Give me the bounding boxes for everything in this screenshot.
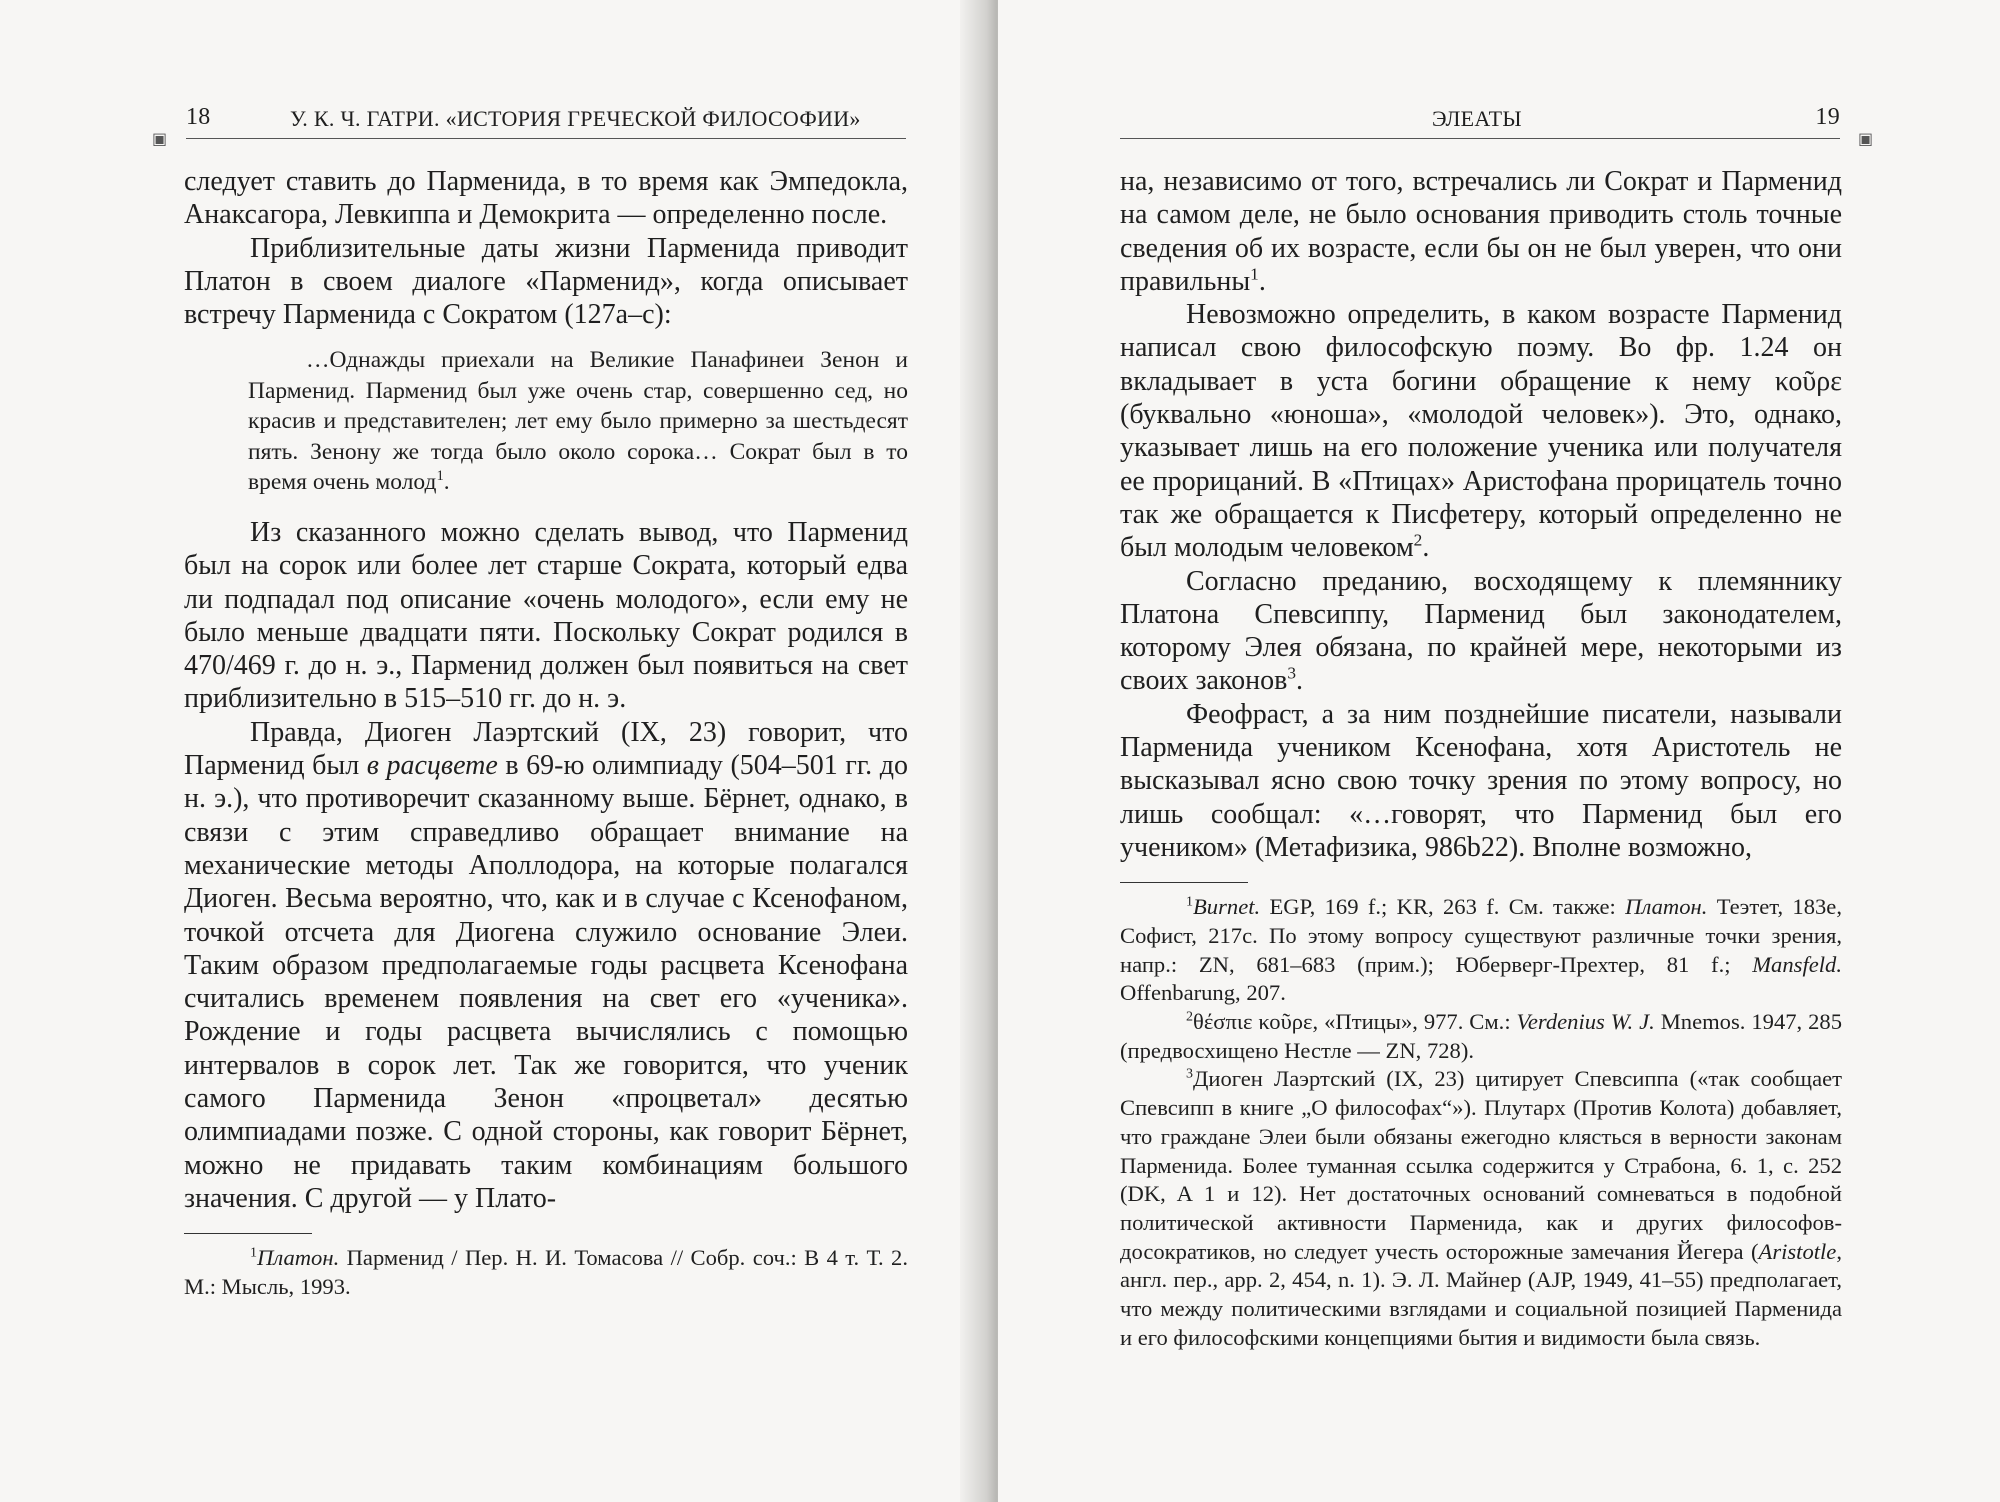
paragraph <box>184 716 908 1215</box>
running-header <box>1120 104 1840 138</box>
footnote <box>184 1244 908 1301</box>
paragraph: Согласно преданию, восходящему к племяннику Платона Спевсиппу, Парменид был законодателем, которому Элея обязана, по крайней мере, некоторыми из своих законов$^3$. <box>1120 565 1842 697</box>
paragraph: Невозможно определить, в каком возрасте Парменид написал свою философскую поэму. Во фр. 1.24 он вкладывает в уста богини обращение к нему κοῦρε (буквально «юноша», «молодой человек»). Это, однако, указывает лишь на его положение ученика или получателя ее прорицаний. В «Птицах» Аристофана прорицатель точно так же обращается к Писфетеру, который определенно не был молодым человеком$^2$. <box>1120 299 1842 564</box>
footnote-text: Mnemos. 1947, 285 (предвосхищено Нестле — ZN, 728). <box>1120 1009 1843 1063</box>
page-number: 19 <box>1815 104 1840 130</box>
paragraph-text: Согласно преданию, восходящему к племяннику Платона Спевсиппу, Парменид был законодателем, которому Элея обязана, по крайней мере, некоторыми из своих законов <box>1120 565 1842 697</box>
paragraph-text: Невозможно определить, в каком возрасте Парменид написал свою философскую поэму. Во фр. 1.24 он вкладывает в уста богини обращение к нему κοῦρε (буквально «юноша», «молодой человек»). Это, однако, указывает лишь на его положение ученика или получателя ее прорицаний. В «Птицах» Аристофана прорицатель точно так же обращается к Писфетеру, который определенно не был молодым человеком <box>1120 299 1842 564</box>
footnote-text: θέσπιε κοῦρε, «Птицы», 977. См.: <box>1193 1009 1511 1035</box>
footnotes <box>184 1244 908 1301</box>
footnote-rule <box>184 1233 312 1234</box>
right-page <box>998 0 2000 1502</box>
page-text <box>184 165 908 1302</box>
quote-text: …Однажды приехали на Великие Панафинеи Зенон и Парменид. Парменид был уже очень стар, совершенно сед, но красив и представителен; лет ему было примерно за шестьдесят пять. Зенону же тогда было около сорока… Сократ был в то время очень молод <box>248 347 908 496</box>
header-rule <box>1120 138 1840 139</box>
paragraph: следует ставить до Парменида, в то время как Эмпедокла, Анаксагора, Левкиппа и Демокрита — определенно после. <box>184 166 908 231</box>
footnote-author: Платон. <box>1625 894 1708 920</box>
footnote <box>1120 893 1842 1008</box>
footnote-author: Burnet. <box>1193 894 1261 920</box>
footnote-text: Парменид / Пер. Н. И. Томасова // Собр. соч.: В 4 т. Т. 2. М.: Мысль, 1993. <box>184 1245 908 1299</box>
footnote-ref[interactable]: 2 <box>1413 530 1423 550</box>
running-title: ЭЛЕАТЫ <box>1432 106 1522 131</box>
footnote-author: Mansfeld. <box>1752 951 1842 977</box>
paragraph: Из сказанного можно сделать вывод, что Парменид был на сорок или более лет старше Сократа, который едва ли подпадал под описание «очень молодого», если ему не было меньше двадцати пяти. Поскольку Сократ родился в 470/469 г. до н. э., Парменид должен был появиться на свет приблизительно в 515–510 гг. до н. э. <box>184 516 908 715</box>
footnote-text: , англ. пер., app. 2, 454, n. 1). Э. Л. Майнер (AJP, 1949, 41–55) предполагает, что между политическими взглядами и социальной позицией Парменида и его философскими концепциями бытия и видимости была связь. <box>1120 1238 1842 1350</box>
footnote-ref[interactable]: 1 <box>436 468 444 485</box>
paragraph: Приблизительные даты жизни Парменида приводит Платон в своем диалоге «Парменид», когда описывает встречу Парменида с Сократом (127а–с): <box>184 232 908 331</box>
page-number: 18 <box>186 104 211 130</box>
footnote-text: Теэтет, 183е, Софист, 217с. По этому вопросу существуют различные точки зрения, напр.: ZN, 681–683 (прим.); Юберверг-Прехтер, 81 f.; <box>1120 894 1842 977</box>
paragraph-text: Правда, Диоген Лаэртский (IX, 23) говорит, что Парменид был <box>184 716 908 782</box>
footnote <box>1120 1008 1842 1065</box>
paragraph: на, независимо от того, встречались ли Сократ и Парменид на самом деле, не было основания приводить столь точные сведения об их возрасте, если бы он не был уверен, что они правильны$^1$. <box>1120 166 1842 297</box>
footnote-text: Offenbarung, 207. <box>1120 980 1286 1006</box>
footnote-text: Диоген Лаэртский (IX, 23) цитирует Спевсиппа («так сообщает Спевсипп в книге „О философах“»). Плутарх (Против Колота) добавляет, что граждане Элеи были обязаны ежегодно клясться в верности законам Парменида. Более туманная ссылка содержится у Страбона, 6. 1, с. 252 (DK, A 1 и 12). Нет достаточных оснований сомневаться в подобной политической активности Парменида, как и других философов-досократиков, но следует учесть осторожные замечания Йегера ( <box>1120 1066 1842 1264</box>
footnote-number: 2 <box>1186 1009 1193 1025</box>
running-title: У. К. Ч. ГАТРИ. «ИСТОРИЯ ГРЕЧЕСКОЙ ФИЛОСОФИИ» <box>290 106 861 131</box>
page-text <box>1120 165 1842 1352</box>
footnote-author: Verdenius W. J. <box>1516 1009 1655 1035</box>
footnotes <box>1120 893 1842 1352</box>
footnote <box>1120 1065 1842 1352</box>
italic-text: в расцвете <box>366 750 498 782</box>
footnote-number: 1 <box>250 1245 257 1261</box>
footnote-rule <box>1120 882 1248 883</box>
footnote-number: 3 <box>1186 1066 1193 1082</box>
running-header <box>186 104 906 138</box>
greek-key-ornament-icon: ▣ <box>1858 129 1874 148</box>
footnote-number: 1 <box>1186 894 1193 910</box>
footnote-title: Aristotle <box>1758 1238 1837 1264</box>
footnote-text: EGP, 169 f.; KR, 263 f. См. также: <box>1269 894 1616 920</box>
header-rule <box>186 138 906 139</box>
footnote-ref[interactable]: 1 <box>1250 264 1259 284</box>
left-page <box>0 0 978 1502</box>
footnote-ref[interactable]: 3 <box>1287 664 1297 684</box>
greek-key-ornament-icon: ▣ <box>152 129 168 148</box>
paragraph-text: на, независимо от того, встречались ли Сократ и Парменид на самом деле, не было основания приводить столь точные сведения об их возрасте, если бы он не был уверен, что они правильны <box>1120 166 1842 297</box>
paragraph: Феофраст, а за ним позднейшие писатели, называли Парменида учеником Ксенофана, хотя Аристотель не высказывал ясно свою точку зрения по этому вопросу, но лишь сообщал: «…говорят, что Парменид был его учеником» (Метафизика, 986b22). Вполне возможно, <box>1120 698 1842 863</box>
footnote-author: Платон. <box>257 1245 340 1271</box>
block-quote: …Однажды приехали на Великие Панафинеи Зенон и Парменид. Парменид был уже очень стар, совершенно сед, но красив и представителен; лет ему было примерно за шестьдесят пять. Зенону же тогда было около сорока… Сократ был в то время очень молод$^1$. <box>248 347 908 496</box>
paragraph-text: в 69-ю олимпиаду (504–501 гг. до н. э.), что противоречит сказанному выше. Бёрнет, однако, в связи с этим справедливо обращает внимание на механические методы Аполлодора, на которые полагался Диоген. Весьма вероятно, что, как и в случае с Ксенофаном, точкой отсчета для Диогена служило основание Элеи. Таким образом предполагаемые годы расцвета Ксенофана считались временем появления на свет его «ученика». Рождение и годы расцвета вычислялись с помощью интервалов в сорок лет. Так же говорится, что ученик самого Парменида Зенон «процветал» десятью олимпиадами позже. С одной стороны, как говорит Бёрнет, можно не придавать таким комбинациям большого значения. С другой — у Плато- <box>184 750 908 1214</box>
